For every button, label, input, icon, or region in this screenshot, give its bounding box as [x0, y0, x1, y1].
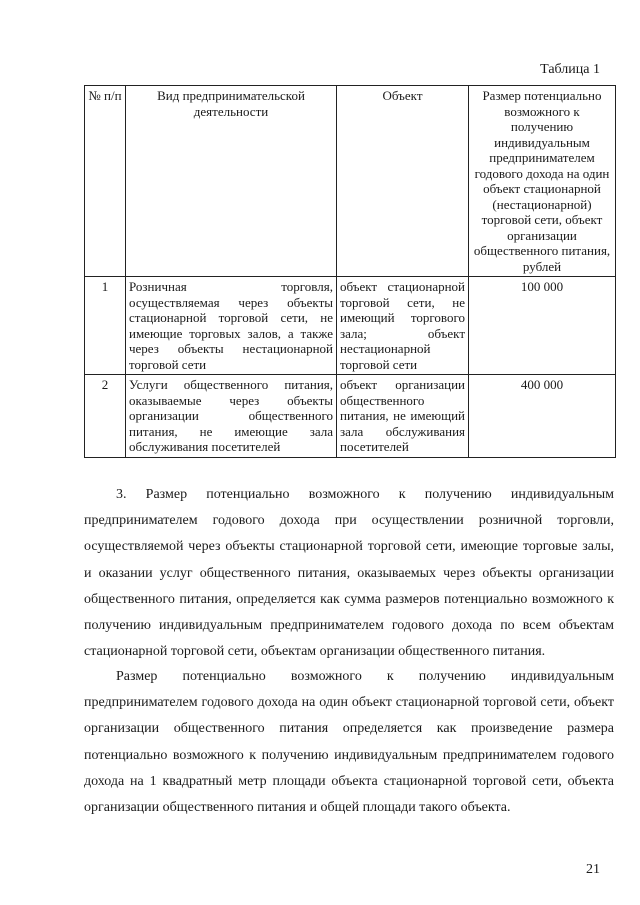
- header-income: Размер потенциально возможного к получению индивидуальным предпринимателем годового дохода на один объект стационарной (нестационарной) торговой сети, объект организации общественного питания, рублей: [469, 86, 616, 277]
- row-object: объект стационарной торговой сети, не имеющий торгового зала; объект нестационарной торговой сети: [337, 277, 469, 375]
- income-table: [84, 85, 616, 458]
- row-object: объект организации общественного питания, не имеющий зала обслуживания посетителей: [337, 375, 469, 458]
- row-num: 2: [85, 375, 126, 458]
- row-num: 1: [85, 277, 126, 375]
- header-activity: Вид предпринимательской деятельности: [126, 86, 337, 277]
- page-number: 21: [586, 862, 600, 877]
- row-activity: Услуги общественного питания, оказываемые через объекты организации общественного питания, не имеющие зала обслуживания посетителей: [126, 375, 337, 458]
- table-caption: Таблица 1: [540, 62, 600, 77]
- header-object: Объект: [337, 86, 469, 277]
- paragraph-income-calculation: Размер потенциально возможного к получению индивидуальным предпринимателем годового дохода на один объект стационарной торговой сети, объект организации общественного питания определяется как произведение размера потенциально возможного к получению индивидуальным предпринимателем годового дохода на 1 квадратный метр площади объекта стационарной торговой сети, объекта организации общественного питания и общей площади такого объекта.: [84, 669, 614, 816]
- table-row: [85, 375, 616, 458]
- table-row: [85, 277, 616, 375]
- header-num: № п/п: [85, 86, 126, 277]
- row-income: 400 000: [469, 375, 616, 458]
- table-header-row: [85, 86, 616, 277]
- row-income: 100 000: [469, 277, 616, 375]
- paragraph-item-3: 3. Размер потенциально возможного к получению индивидуальным предпринимателем годового дохода при осуществлении розничной торговли, осуществляемой через объекты стационарной торговой сети, имеющие торговые залы, и оказании услуг общественного питания, оказываемых через объекты организации общественного питания, определяется как сумма размеров потенциально возможного к получению индивидуальным предпринимателем годового дохода по всем объектам стационарной торговой сети, объектам организации общественного питания.: [84, 487, 614, 660]
- row-activity: Розничная торговля, осуществляемая через объекты стационарной торговой сети, не имеющие торговых залов, а также через объекты нестационарной торговой сети: [126, 277, 337, 375]
